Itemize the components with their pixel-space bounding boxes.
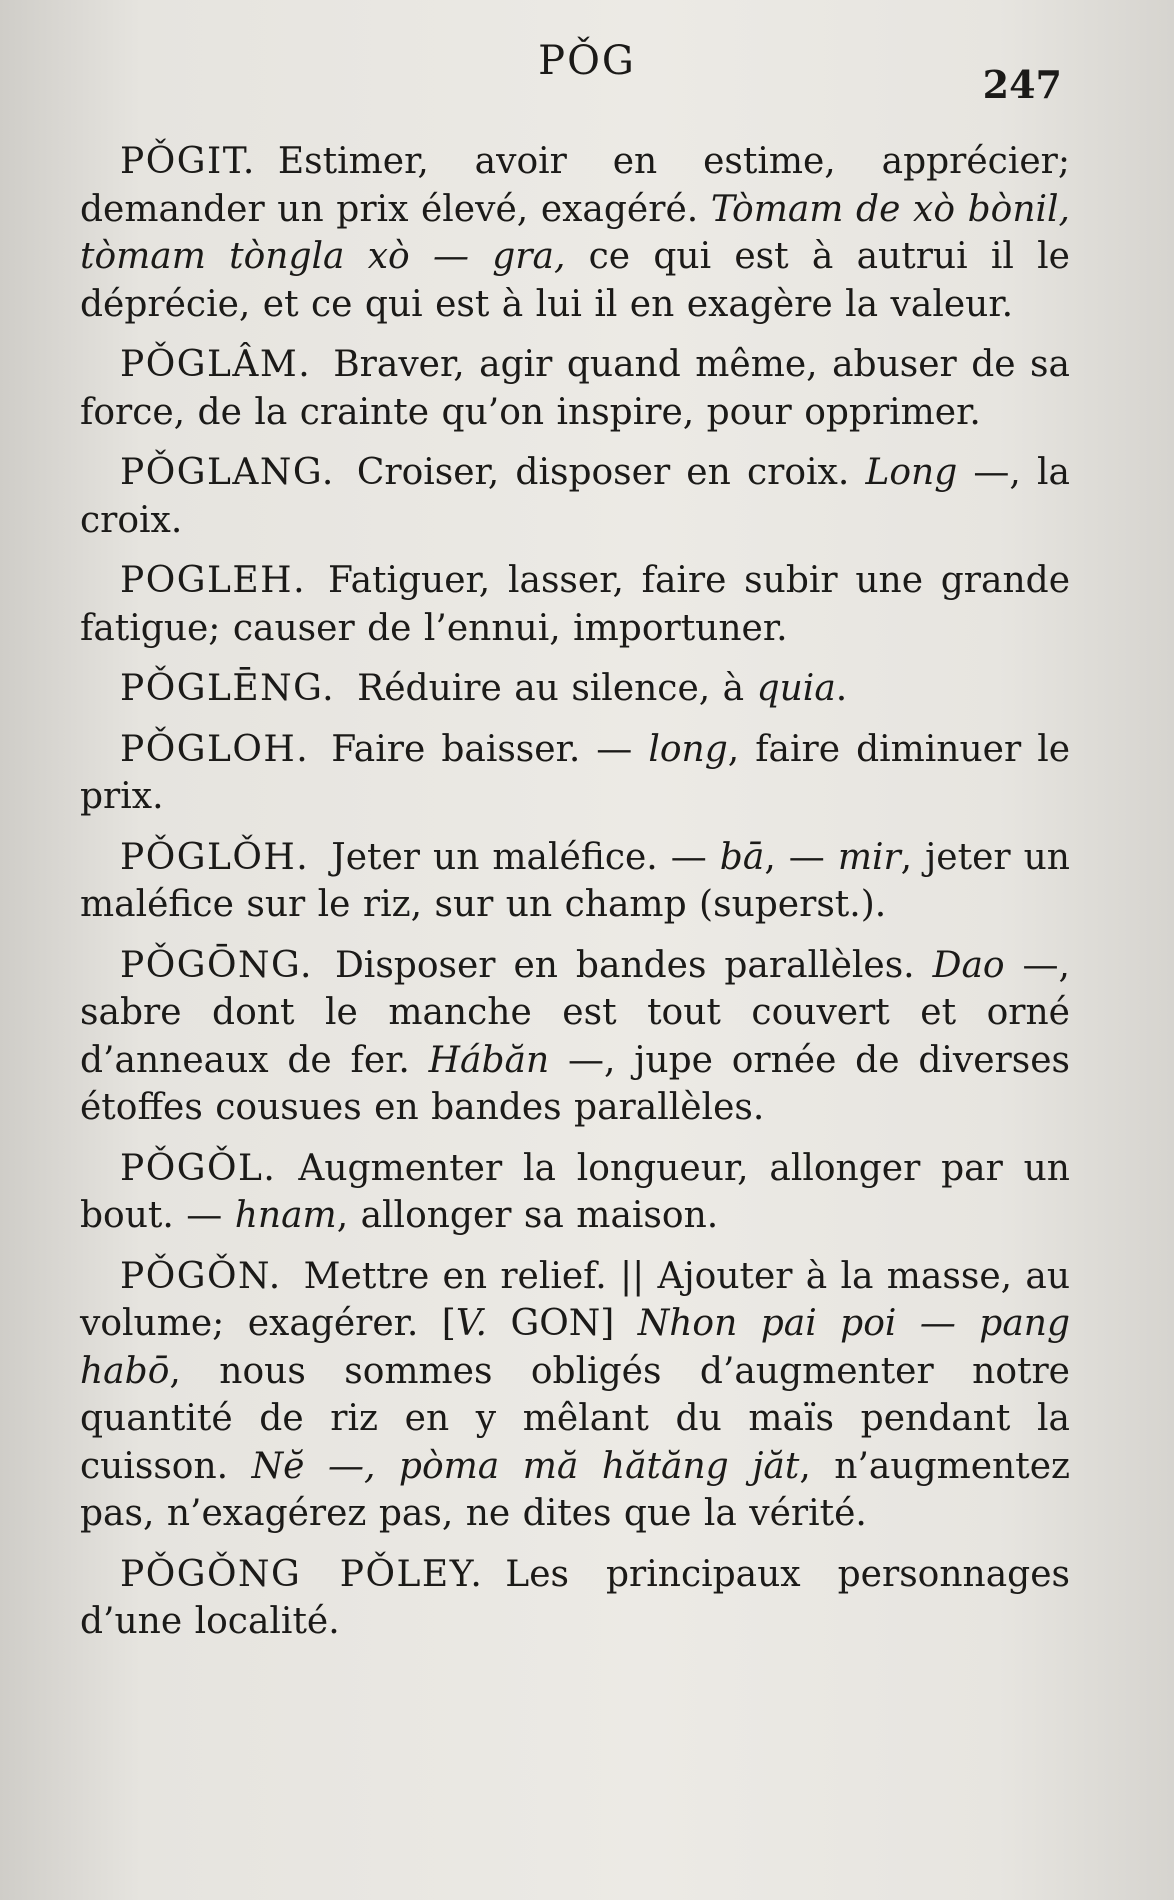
example-phrase: Dao	[932, 944, 1005, 986]
headword: PǑGLANG.	[120, 452, 335, 493]
definition-text: ce qui est à autrui il le déprécie, et ce qui est à lui il en exagère la valeur.	[80, 236, 1070, 325]
example-phrase: long	[648, 728, 728, 770]
entry-poglang	[80, 449, 1070, 544]
definition-text: —, jupe ornée de diverses étoffes cousues en bandes parallèles.	[80, 1039, 1070, 1128]
definition-text: Faire baisser. —	[331, 728, 649, 770]
example-phrase: mir	[837, 836, 901, 878]
headword: PǑGLÂM.	[120, 344, 312, 385]
definition-text: Estimer, avoir en estime, apprécier; demander un prix élevé, exagéré.	[80, 141, 1070, 230]
entry-pogong	[80, 942, 1070, 1132]
definition-text: .	[835, 668, 848, 709]
example-phrase: Nĕ —, pòma mă hătăng jăt	[251, 1445, 800, 1487]
example-phrase: Nhon pai poi — pang habō	[80, 1303, 1071, 1392]
headword: PǑGǑN.	[120, 1255, 282, 1297]
entry-pogong-poley	[80, 1551, 1070, 1646]
headword: PǑGLOH.	[120, 728, 310, 770]
page-number: 247	[982, 62, 1062, 107]
definition-text: , —	[764, 836, 838, 878]
entry-poglam	[80, 341, 1070, 436]
definition-text: , nous sommes obligés d’augmenter notre quantité de riz en y mêlant du maïs pendant la cuisson.	[80, 1350, 1070, 1487]
entry-pogol	[80, 1145, 1070, 1240]
entry-pogloh	[80, 726, 1070, 821]
headword: PǑGLǑH.	[120, 836, 310, 878]
headword: PǑGŌNG.	[120, 944, 313, 986]
entry-pogit	[80, 138, 1070, 328]
headword: PǑGIT.	[120, 141, 256, 182]
definition-text: , jeter un maléfice sur le riz, sur un champ (superst.).	[80, 836, 1070, 925]
entry-pogleh	[80, 557, 1070, 652]
headword: POGLEH.	[120, 560, 307, 601]
dictionary-entries	[80, 138, 1070, 1659]
definition-text: Mettre en relief. || Ajouter à la masse, au volume; exagérer. [	[80, 1255, 1070, 1344]
definition-text: —, la croix.	[80, 452, 1070, 541]
example-phrase: hnam	[234, 1195, 337, 1236]
definition-text: Disposer en bandes parallèles.	[334, 944, 933, 986]
entry-pogon	[80, 1253, 1070, 1538]
headword: PǑGLĒNG.	[120, 668, 336, 709]
definition-text: Jeter un maléfice. —	[331, 836, 720, 878]
headword: PǑGǑL.	[120, 1147, 277, 1189]
running-head: PǑG	[538, 38, 636, 84]
definition-text: —, sabre dont le manche est tout couvert et orné d’anneaux de fer.	[80, 944, 1070, 1081]
definition-text: Les principaux personnages d’une localité.	[80, 1553, 1070, 1642]
example-phrase: quia	[756, 668, 836, 709]
cross-reference-marker: V.	[455, 1303, 487, 1344]
example-phrase: Tòmam de xò bònil, tòmam tòngla xò — gra,	[80, 188, 1070, 277]
definition-text: , n’augmentez pas, n’exagérez pas, ne dites que la vérité.	[80, 1445, 1070, 1534]
example-phrase: Long	[865, 452, 958, 493]
example-phrase: Hábăn	[428, 1039, 550, 1081]
definition-text: Croiser, disposer en croix.	[356, 452, 866, 493]
definition-text: , allonger sa maison.	[336, 1195, 719, 1236]
definition-text: , faire diminuer le prix.	[80, 728, 1071, 817]
definition-text: Augmenter la longueur, allonger par un bout. —	[80, 1147, 1070, 1236]
entry-pogloh-accent	[80, 834, 1070, 929]
headword: PǑGǑNG PǑLEY.	[120, 1553, 484, 1595]
cross-reference-text: GON]	[487, 1303, 638, 1344]
definition-text: Braver, agir quand même, abuser de sa force, de la crainte qu’on inspire, pour opprimer.	[80, 344, 1070, 433]
example-phrase: bā	[719, 836, 765, 878]
entry-pogleng	[80, 665, 1070, 713]
definition-text: Fatiguer, lasser, faire subir une grande fatigue; causer de l’ennui, importuner.	[80, 560, 1070, 649]
definition-text: Réduire au silence, à	[357, 668, 757, 709]
